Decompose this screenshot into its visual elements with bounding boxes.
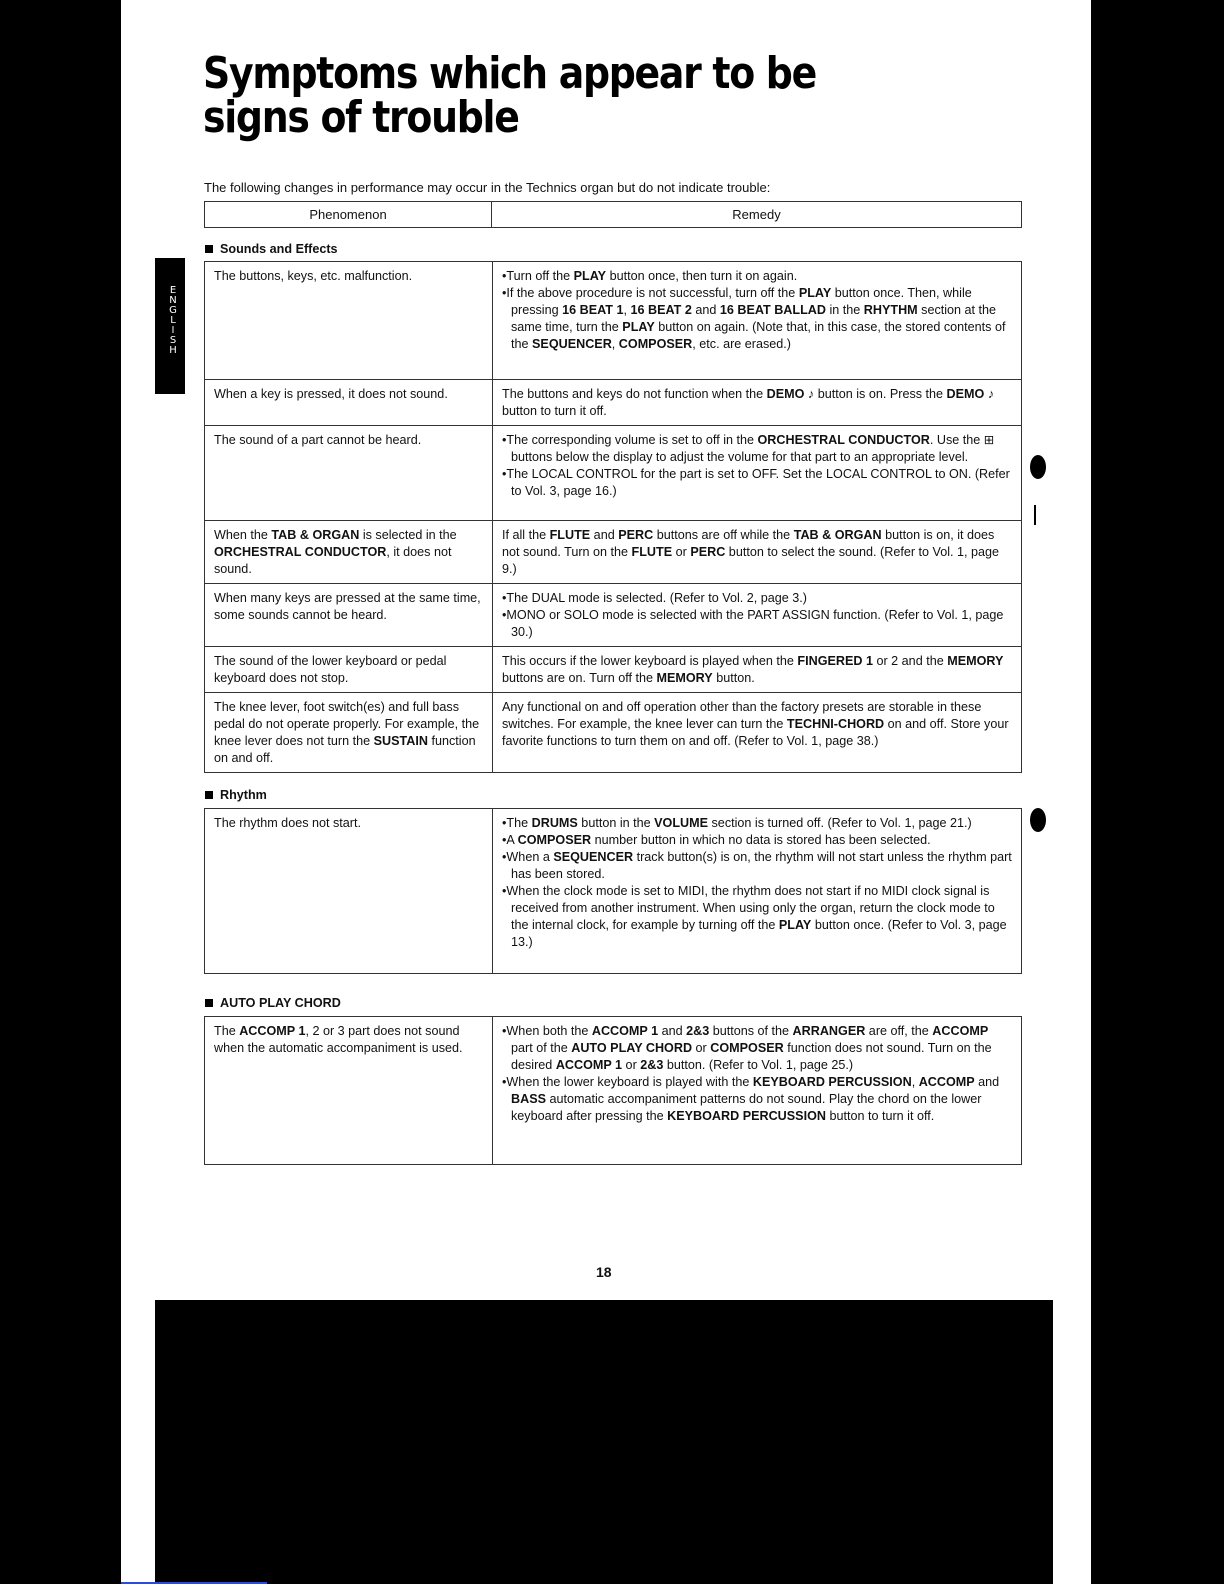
remedy-bullet: • The LOCAL CONTROL for the part is set to OFF. Set the LOCAL CONTROL to ON. (Refer to Vol. 3, page 16.) [502, 466, 1013, 500]
remedy-bullet: • The DRUMS button in the VOLUME section is turned off. (Refer to Vol. 1, page 21.) [502, 815, 1013, 832]
remedy-cell: Any functional on and off operation other than the factory presets are storable in these switches. For example, the knee lever can turn the TECHNI-CHORD on and off. Store your favorite functions to turn them on and off. (Refer to Vol. 1, page 38.) [493, 693, 1022, 773]
remedy-bullet: • The corresponding volume is set to off in the ORCHESTRAL CONDUCTOR. Use the ⊞ buttons below the display to adjust the volume for that part to an appropriate level. [502, 432, 1013, 466]
side-tab-label: E N G L I S H [169, 285, 177, 356]
phenomenon-cell: The sound of a part cannot be heard. [205, 426, 493, 521]
remedy-bullet: • The DUAL mode is selected. (Refer to Vol. 2, page 3.) [502, 590, 1013, 607]
section-heading-sounds: Sounds and Effects [205, 242, 338, 256]
table-row [205, 647, 1022, 693]
phenomenon-cell: The sound of the lower keyboard or pedal keyboard does not stop. [205, 647, 493, 693]
phenomenon-cell: When many keys are pressed at the same time, some sounds cannot be heard. [205, 584, 493, 647]
binder-hole-mark [1030, 808, 1046, 832]
edge-mark [1034, 505, 1036, 525]
remedy-bullet: • MONO or SOLO mode is selected with the PART ASSIGN function. (Refer to Vol. 1, page 30.) [502, 607, 1013, 641]
rhythm-table [204, 808, 1022, 974]
phenomenon-cell: The ACCOMP 1, 2 or 3 part does not sound when the automatic accompaniment is used. [205, 1017, 493, 1165]
page-number: 18 [596, 1264, 612, 1280]
phenomenon-cell: When the TAB & ORGAN is selected in the ORCHESTRAL CONDUCTOR, it does not sound. [205, 521, 493, 584]
intro-text: The following changes in performance may occur in the Technics organ but do not indicate trouble: [204, 180, 771, 195]
table-row [205, 1017, 1022, 1165]
remedy-bullet: • When the lower keyboard is played with the KEYBOARD PERCUSSION, ACCOMP and BASS automatic accompaniment patterns do not sound. Play the chord on the lower keyboard after pressing the KEYBOARD PERCUSSION button to turn it off. [502, 1074, 1013, 1125]
table-row [205, 584, 1022, 647]
auto-play-chord-table [204, 1016, 1022, 1165]
phenomenon-cell: When a key is pressed, it does not sound. [205, 380, 493, 426]
table-row [205, 426, 1022, 521]
phenomenon-cell: The rhythm does not start. [205, 809, 493, 974]
page-title: Symptoms which appear to be signs of trouble [203, 48, 816, 143]
remedy-bullet: • When the clock mode is set to MIDI, the rhythm does not start if no MIDI clock signal is received from another instrument. When using only the organ, return the clock mode to the internal clock, for example by turning off the PLAY button once. (Refer to Vol. 3, page 13.) [502, 883, 1013, 951]
remedy-cell [493, 262, 1022, 380]
column-header-table [204, 201, 1022, 228]
scan-margin-left [121, 0, 155, 1584]
table-row [205, 262, 1022, 380]
table-row [205, 380, 1022, 426]
table-row [205, 809, 1022, 974]
remedy-cell [493, 809, 1022, 974]
section-heading-rhythm: Rhythm [205, 788, 267, 802]
remedy-cell: This occurs if the lower keyboard is played when the FINGERED 1 or 2 and the MEMORY buttons are on. Turn off the MEMORY button. [493, 647, 1022, 693]
remedy-bullet: • A COMPOSER number button in which no data is stored has been selected. [502, 832, 1013, 849]
sounds-effects-table [204, 261, 1022, 773]
scan-margin-right [1053, 0, 1091, 1584]
remedy-bullet: • If the above procedure is not successful, turn off the PLAY button once. Then, while pressing 16 BEAT 1, 16 BEAT 2 and 16 BEAT BALLAD in the RHYTHM section at the same time, turn the PLAY button on again. (Note that, in this case, the stored contents of the SEQUENCER, COMPOSER, etc. are erased.) [502, 285, 1013, 353]
remedy-cell: The buttons and keys do not function when the DEMO ♪ button is on. Press the DEMO ♪ button to turn it off. [493, 380, 1022, 426]
remedy-bullet: • When both the ACCOMP 1 and 2&3 buttons of the ARRANGER are off, the ACCOMP part of the AUTO PLAY CHORD or COMPOSER function does not sound. Turn on the desired ACCOMP 1 or 2&3 button. (Refer to Vol. 1, page 25.) [502, 1023, 1013, 1074]
binder-hole-mark [1030, 455, 1046, 479]
phenomenon-cell: The knee lever, foot switch(es) and full bass pedal do not operate properly. For example, the knee lever does not turn the SUSTAIN function on and off. [205, 693, 493, 773]
remedy-cell [493, 426, 1022, 521]
remedy-bullet: • Turn off the PLAY button once, then turn it on again. [502, 268, 1013, 285]
remedy-header: Remedy [492, 202, 1022, 228]
remedy-cell [493, 1017, 1022, 1165]
table-row [205, 693, 1022, 773]
phenomenon-cell: The buttons, keys, etc. malfunction. [205, 262, 493, 380]
remedy-cell: If all the FLUTE and PERC buttons are off while the TAB & ORGAN button is on, it does not sound. Turn on the FLUTE or PERC button to select the sound. (Refer to Vol. 1, page 9.) [493, 521, 1022, 584]
remedy-bullet: • When a SEQUENCER track button(s) is on, the rhythm will not start unless the rhythm part has been stored. [502, 849, 1013, 883]
phenomenon-header: Phenomenon [205, 202, 492, 228]
table-row [205, 521, 1022, 584]
section-heading-autoplay: AUTO PLAY CHORD [205, 996, 341, 1010]
remedy-cell [493, 584, 1022, 647]
